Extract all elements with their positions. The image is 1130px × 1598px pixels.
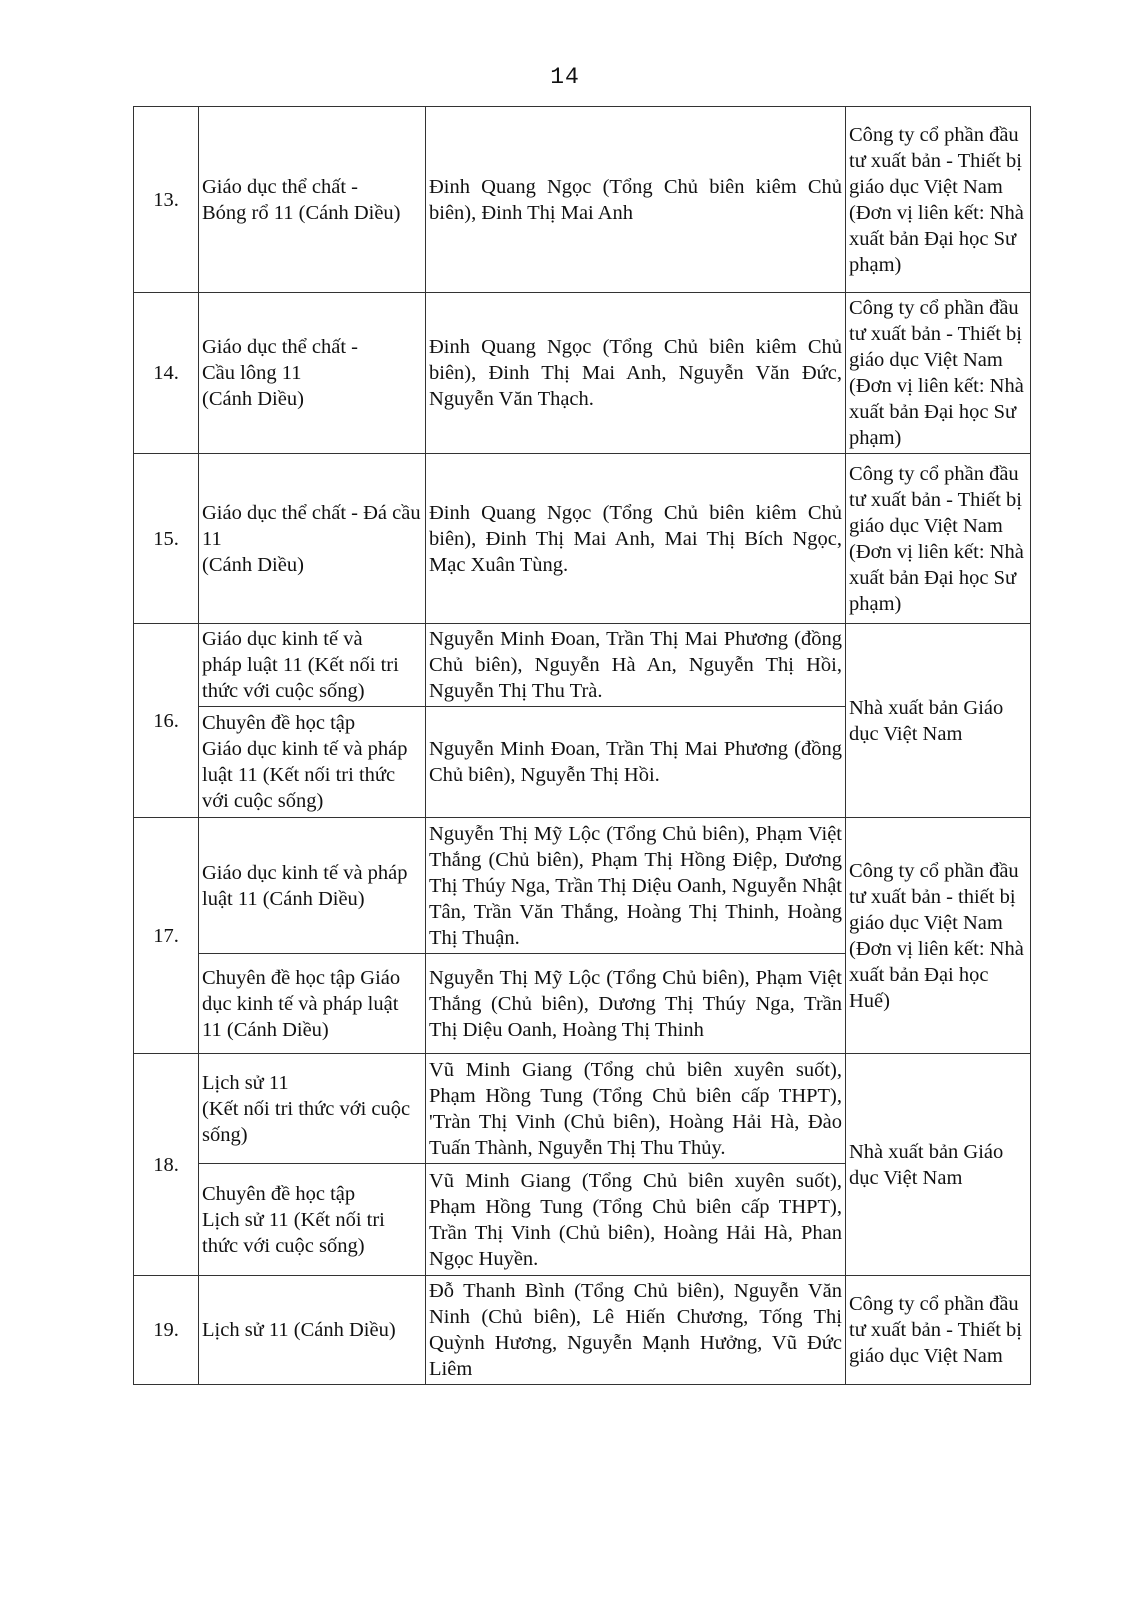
table-row: [134, 624, 1031, 707]
row-number: 13.: [134, 107, 199, 293]
row-number: 14.: [134, 293, 199, 454]
table-row: [134, 1276, 1031, 1385]
book-title: Lịch sử 11 (Kết nối tri thức với cuộc sống): [199, 1054, 426, 1164]
publisher: Nhà xuất bản Giáo dục Việt Nam: [846, 1054, 1031, 1276]
publisher: Công ty cổ phần đầu tư xuất bản - thiết bị giáo dục Việt Nam (Đơn vị liên kết: Nhà xuất bản Đại học Huế): [846, 818, 1031, 1054]
book-authors: Nguyễn Thị Mỹ Lộc (Tổng Chủ biên), Phạm Việt Thắng (Chủ biên), Phạm Thị Hồng Điệp, Dương Thị Thúy Nga, Trần Thị Diệu Oanh, Nguyễn Nhật Tân, Trần Văn Thắng, Hoàng Thị Thinh, Hoàng Thị Thuận.: [426, 818, 846, 954]
book-title: Chuyên đề học tập Giáo dục kinh tế và pháp luật 11 (Kết nối tri thức với cuộc sống): [199, 707, 426, 818]
book-title: Giáo dục kinh tế và pháp luật 11 (Cánh Diều): [199, 818, 426, 954]
book-authors: Đinh Quang Ngọc (Tổng Chủ biên kiêm Chủ biên), Đinh Thị Mai Anh, Nguyễn Văn Đức, Nguyễn Văn Thạch.: [426, 293, 846, 454]
book-authors: Vũ Minh Giang (Tổng chủ biên xuyên suốt), Phạm Hồng Tung (Tổng Chủ biên cấp THPT), 'Tràn Thị Vinh (Chủ biên), Hoàng Hải Hà, Đào Tuấn Thành, Nguyễn Thị Thu Thủy.: [426, 1054, 846, 1164]
publisher: Công ty cổ phần đầu tư xuất bản - Thiết bị giáo dục Việt Nam (Đơn vị liên kết: Nhà xuất bản Đại học Sư phạm): [846, 107, 1031, 293]
table-row: [134, 454, 1031, 624]
book-authors: Nguyễn Thị Mỹ Lộc (Tổng Chủ biên), Phạm Việt Thắng (Chủ biên), Dương Thị Thúy Nga, Trần Thị Diệu Oanh, Hoàng Thị Thinh: [426, 954, 846, 1054]
table-row: [134, 1054, 1031, 1164]
page-number: 14: [550, 64, 580, 90]
book-authors: Nguyễn Minh Đoan, Trần Thị Mai Phương (đồng Chủ biên), Nguyễn Thị Hồi.: [426, 707, 846, 818]
book-title: Giáo dục kinh tế và pháp luật 11 (Kết nối tri thức với cuộc sống): [199, 624, 426, 707]
book-authors: Đinh Quang Ngọc (Tổng Chủ biên kiêm Chủ biên), Đinh Thị Mai Anh: [426, 107, 846, 293]
row-number: 17.: [134, 818, 199, 1054]
publisher: Công ty cổ phần đầu tư xuất bản - Thiết bị giáo dục Việt Nam: [846, 1276, 1031, 1385]
book-title: Chuyên đề học tập Lịch sử 11 (Kết nối tri thức với cuộc sống): [199, 1164, 426, 1276]
book-authors: Đỗ Thanh Bình (Tổng Chủ biên), Nguyễn Văn Ninh (Chủ biên), Lê Hiến Chương, Tống Thị Quỳnh Hương, Nguyễn Mạnh Hưởng, Vũ Đức Liêm: [426, 1276, 846, 1385]
table-row: [134, 818, 1031, 954]
book-title: Giáo dục thể chất - Cầu lông 11 (Cánh Diều): [199, 293, 426, 454]
row-number: 15.: [134, 454, 199, 624]
row-number: 16.: [134, 624, 199, 818]
publisher: Nhà xuất bản Giáo dục Việt Nam: [846, 624, 1031, 818]
publisher: Công ty cổ phần đầu tư xuất bản - Thiết bị giáo dục Việt Nam (Đơn vị liên kết: Nhà xuất bản Đại học Sư phạm): [846, 454, 1031, 624]
table-row: [134, 293, 1031, 454]
row-number: 18.: [134, 1054, 199, 1276]
book-title: Lịch sử 11 (Cánh Diều): [199, 1276, 426, 1385]
book-authors: Đinh Quang Ngọc (Tổng Chủ biên kiêm Chủ biên), Đinh Thị Mai Anh, Mai Thị Bích Ngọc, Mạc Xuân Tùng.: [426, 454, 846, 624]
publisher: Công ty cổ phần đầu tư xuất bản - Thiết bị giáo dục Việt Nam (Đơn vị liên kết: Nhà xuất bản Đại học Sư phạm): [846, 293, 1031, 454]
book-authors: Nguyễn Minh Đoan, Trần Thị Mai Phương (đồng Chủ biên), Nguyễn Hà An, Nguyễn Thị Hồi, Nguyễn Thị Thu Trà.: [426, 624, 846, 707]
book-authors: Vũ Minh Giang (Tổng Chủ biên xuyên suốt), Phạm Hồng Tung (Tổng Chủ biên cấp THPT), Trần Thị Vinh (Chủ biên), Hoàng Hải Hà, Phan Ngọc Huyền.: [426, 1164, 846, 1276]
book-title: Giáo dục thể chất - Bóng rổ 11 (Cánh Diều): [199, 107, 426, 293]
book-title: Chuyên đề học tập Giáo dục kinh tế và pháp luật 11 (Cánh Diều): [199, 954, 426, 1054]
book-title: Giáo dục thể chất - Đá cầu 11 (Cánh Diều): [199, 454, 426, 624]
table-row: [134, 107, 1031, 293]
row-number: 19.: [134, 1276, 199, 1385]
textbook-table: [133, 106, 1031, 1385]
